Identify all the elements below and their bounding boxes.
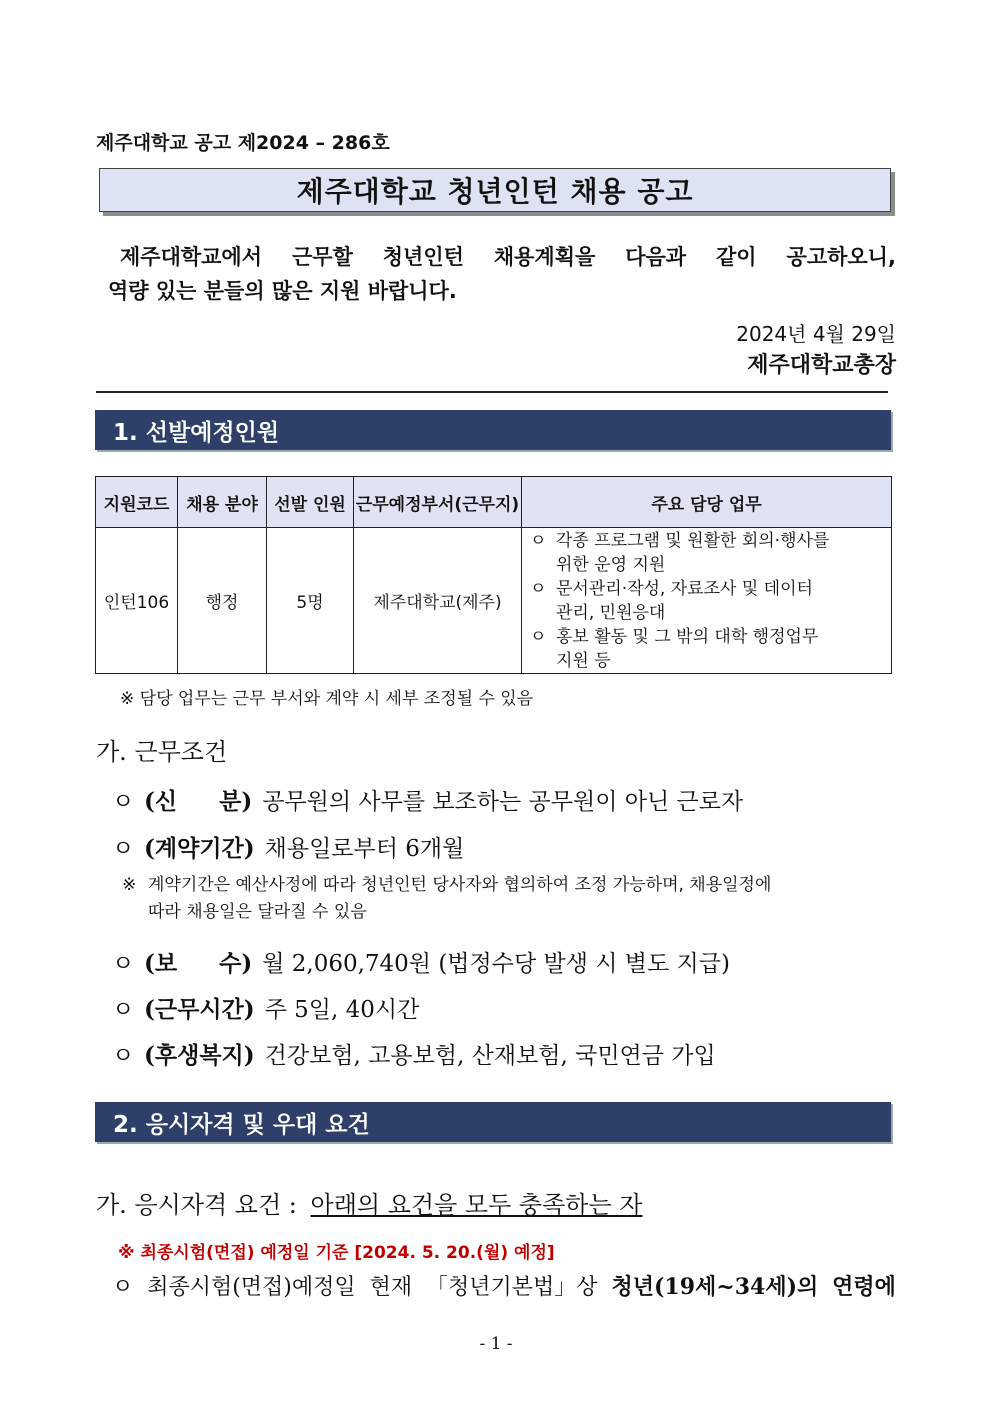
intro-word: 채용계획을 bbox=[493, 245, 596, 269]
condition-key: (보 수) bbox=[144, 950, 253, 977]
condition-status bbox=[112, 783, 743, 816]
eligibility-word: 현재 bbox=[369, 1275, 413, 1300]
bullet-icon: ㅇ bbox=[112, 836, 135, 862]
section-1-header: 1. 선발예정인원 bbox=[95, 410, 891, 450]
subheading-eligibility bbox=[96, 1185, 642, 1220]
notice-number: 제주대학교 공고 제2024 – 286호 bbox=[96, 132, 390, 154]
condition-value: 주 5일, 40시간 bbox=[264, 997, 420, 1023]
divider bbox=[96, 391, 888, 393]
bullet-icon: ㅇ bbox=[112, 789, 135, 815]
condition-value: 채용일로부터 6개월 bbox=[264, 836, 465, 862]
table-row bbox=[96, 528, 892, 674]
condition-contract bbox=[112, 830, 464, 863]
notice-date: 2024년 4월 29일 bbox=[736, 322, 896, 346]
duty-line: 관리, 민원응대 bbox=[556, 602, 666, 623]
condition-key: (계약기간) bbox=[144, 835, 255, 862]
section-2-header: 2. 응시자격 및 우대 요건 bbox=[95, 1102, 891, 1142]
duty-item bbox=[530, 625, 887, 673]
duty-item bbox=[530, 529, 887, 577]
intro-line-1 bbox=[108, 240, 896, 274]
duty-line: 지원 등 bbox=[556, 650, 611, 671]
header-field: 채용 분야 bbox=[178, 477, 267, 528]
bullet-icon: ㅇ bbox=[112, 1043, 135, 1069]
eligibility-word: 「청년기본법」상 bbox=[426, 1275, 598, 1300]
header-code: 지원코드 bbox=[96, 477, 178, 528]
intro-paragraph bbox=[108, 240, 896, 308]
condition-welfare bbox=[112, 1037, 716, 1070]
cell-count: 5명 bbox=[267, 528, 354, 674]
recruitment-table bbox=[95, 476, 892, 674]
condition-value: 월 2,060,740원 (법정수당 발생 시 별도 지급) bbox=[262, 951, 730, 977]
condition-key: (신 분) bbox=[144, 788, 253, 815]
eligibility-requirement: 아래의 요건을 모두 충족하는 자 bbox=[310, 1191, 643, 1219]
page-title: 제주대학교 청년인턴 채용 공고 bbox=[99, 168, 891, 212]
eligibility-item bbox=[112, 1270, 896, 1301]
bullet-icon: ㅇ bbox=[530, 530, 547, 551]
intro-word: 제주대학교에서 bbox=[120, 245, 263, 269]
condition-key: (근무시간) bbox=[144, 996, 255, 1023]
bullet-icon: ㅇ bbox=[530, 578, 547, 599]
cell-field: 행정 bbox=[178, 528, 267, 674]
bullet-icon: ㅇ bbox=[112, 951, 135, 977]
table-header-row bbox=[96, 477, 892, 528]
condition-value: 공무원의 사무를 보조하는 공무원이 아닌 근로자 bbox=[262, 789, 744, 815]
condition-hours bbox=[112, 991, 419, 1024]
header-duties: 주요 담당 업무 bbox=[522, 477, 892, 528]
subheading-work-conditions: 가. 근무조건 bbox=[96, 738, 228, 766]
condition-salary bbox=[112, 945, 730, 978]
issuer: 제주대학교총장 bbox=[747, 353, 896, 378]
header-dept: 근무예정부서(근무지) bbox=[354, 477, 522, 528]
condition-value: 건강보험, 고용보험, 산재보험, 국민연금 가입 bbox=[264, 1043, 716, 1069]
duty-line: 문서관리·작성, 자료조사 및 데이터 bbox=[556, 578, 813, 599]
duty-line: 홍보 활동 및 그 밖의 대학 행정업무 bbox=[556, 626, 819, 647]
intro-line-2: 역량 있는 분들의 많은 지원 바랍니다. bbox=[108, 279, 457, 303]
cell-duties bbox=[522, 528, 892, 674]
bullet-icon: ㅇ bbox=[530, 626, 547, 647]
cell-dept: 제주대학교(제주) bbox=[354, 528, 522, 674]
eligibility-word: 연령에 bbox=[832, 1274, 896, 1300]
intro-word: 다음과 bbox=[625, 245, 687, 269]
eligibility-label: 가. 응시자격 요건 : bbox=[96, 1191, 297, 1219]
cell-code: 인턴106 bbox=[96, 528, 178, 674]
note-line: 따라 채용일은 달라질 수 있음 bbox=[148, 902, 367, 922]
header-count: 선발 인원 bbox=[267, 477, 354, 528]
page-number: - 1 - bbox=[479, 1334, 513, 1354]
condition-key: (후생복지) bbox=[144, 1042, 255, 1069]
intro-word: 근무할 bbox=[291, 245, 353, 269]
duty-item bbox=[530, 577, 887, 625]
bullet-icon: ㅇ bbox=[112, 1275, 134, 1300]
note-mark: ※ bbox=[122, 875, 137, 895]
exam-date-note: ※ 최종시험(면접) 예정일 기준 [2024. 5. 20.(월) 예정] bbox=[118, 1243, 555, 1263]
intro-word: 같이 bbox=[716, 245, 757, 269]
eligibility-word: 청년(19세~34세)의 bbox=[611, 1274, 819, 1300]
duty-line: 각종 프로그램 및 원활한 회의·행사를 bbox=[556, 530, 830, 551]
duty-line: 위한 운영 지원 bbox=[556, 554, 666, 575]
contract-note bbox=[122, 872, 900, 926]
note-line: 계약기간은 예산사정에 따라 청년인턴 당사자와 협의하여 조정 가능하며, 채용일정에 bbox=[148, 875, 772, 895]
intro-word: 공고하오니, bbox=[786, 245, 896, 269]
duty-note: ※ 담당 업무는 근무 부서와 계약 시 세부 조정될 수 있음 bbox=[120, 689, 534, 709]
intro-word: 청년인턴 bbox=[382, 245, 464, 269]
eligibility-word: 최종시험(면접)예정일 bbox=[147, 1275, 356, 1300]
bullet-icon: ㅇ bbox=[112, 997, 135, 1023]
